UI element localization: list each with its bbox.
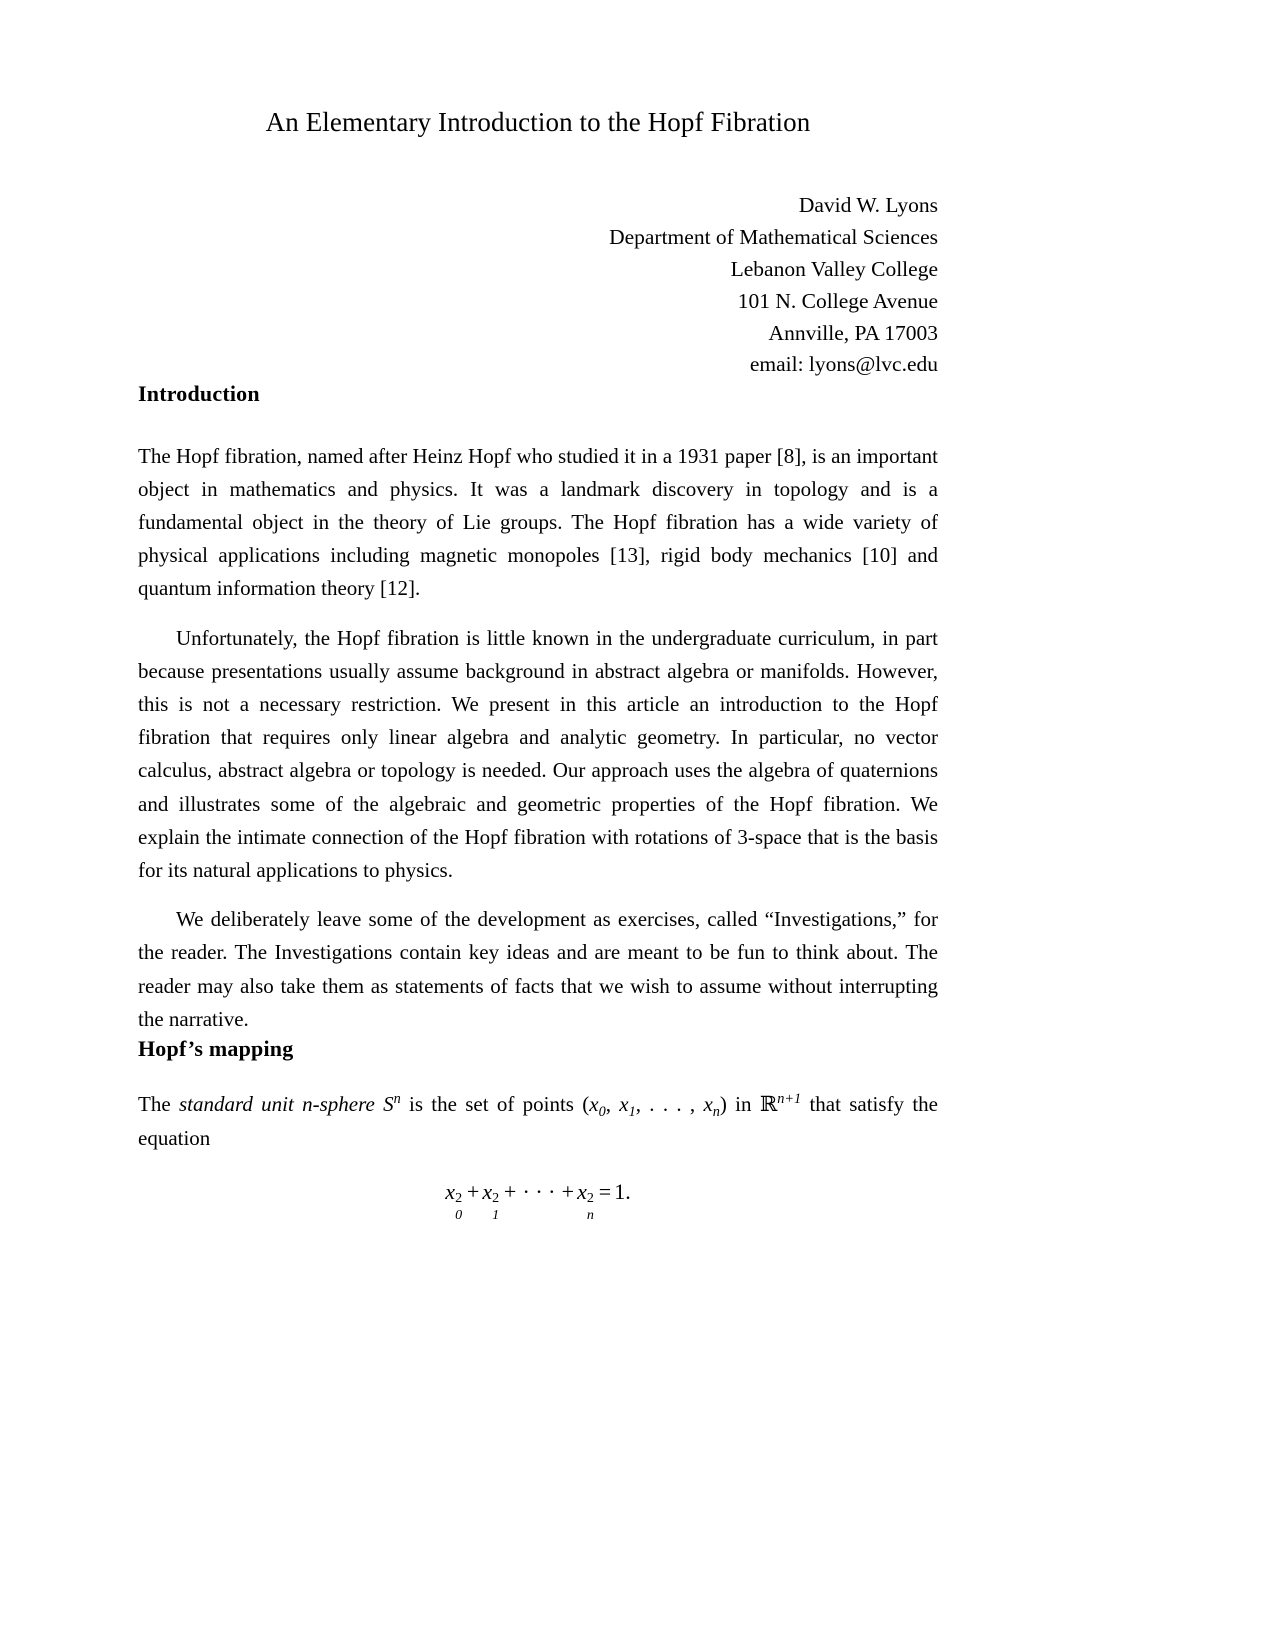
eq-plus-3: + [561, 1178, 575, 1204]
point-ellipsis: , . . . , [635, 1092, 704, 1117]
author-department: Department of Mathematical Sciences [609, 225, 938, 250]
point-sub-1: 1 [628, 1104, 636, 1121]
eq-sub-1: 1 [492, 1206, 500, 1223]
introduction-paragraph-3: We deliberately leave some of the development as exercises, called “Investigations,” for the reader. The Investigations contain key ideas and are meant to be fun to think about. The reader may also take them as statements of facts that we wish to assume without interrupting the narrative. [138, 907, 938, 1031]
eq-exp-n: 2 [586, 1189, 594, 1206]
math-point-tuple [589, 1092, 720, 1121]
eq-exp-1: 2 [492, 1189, 500, 1206]
author-affiliation-block [138, 190, 938, 381]
eq-x-0: x [445, 1178, 456, 1204]
sphere-letter: S [383, 1092, 394, 1117]
author-city-state: Annville, PA 17003 [768, 320, 938, 345]
eq-plus-2: + [503, 1178, 517, 1204]
eq-sub-0: 0 [455, 1206, 463, 1223]
real-space-exponent: n+1 [777, 1091, 802, 1108]
eq-x-n: x [577, 1178, 587, 1204]
page-content [138, 0, 939, 1223]
section-heading-hopfs-mapping: Hopf’s mapping [138, 1036, 294, 1062]
sentence-tail: that satisfy the equation [138, 1092, 939, 1150]
hopfs-mapping-paragraph-1 [138, 1088, 938, 1154]
display-equation-unit-sphere [138, 1175, 938, 1223]
eq-cdots: · · · [522, 1178, 556, 1204]
introduction-paragraph-2: Unfortunately, the Hopf fibration is little known in the undergraduate curriculum, in part because presentations usually assume background in abstract algebra or manifolds. However, this is not a necessary restriction. We present in this article an introduction to the Hopf fibration that requires only linear algebra and analytic geometry. In particular, no vector calculus, abstract algebra or topology is needed. Our approach uses the algebra of quaternions and illustrates some of the algebraic and geometric properties of the Hopf fibration. We explain the intimate connection of the Hopf fibration with rotations of 3-space that is the basis for its natural applications to physics. [138, 625, 938, 882]
blackboard-r: ℝ [759, 1092, 778, 1117]
point-x-0: x [589, 1092, 599, 1117]
point-sub-n: n [712, 1104, 720, 1121]
eq-x-1: x [482, 1178, 493, 1204]
eq-sub-n: n [586, 1206, 594, 1223]
space-1 [375, 1092, 383, 1116]
italic-term-n-sphere: standard unit n-sphere [178, 1092, 375, 1117]
sphere-exponent: n [393, 1091, 401, 1108]
eq-plus-1: + [466, 1178, 480, 1204]
author-street: 101 N. College Avenue [737, 288, 938, 313]
section-heading-introduction: Introduction [138, 381, 260, 407]
eq-value: 1. [614, 1178, 631, 1204]
math-sphere-symbol [383, 1092, 401, 1116]
point-x-n: x [703, 1092, 713, 1117]
introduction-paragraph-1: The Hopf fibration, named after Heinz Hopf who studied it in a 1931 paper [8], is an important object in mathematics and physics. It was a landmark discovery in topology and is a fundamental object in the theory of Lie groups. The Hopf fibration has a wide variety of physical applications including magnetic monopoles [13], rigid body mechanics [10] and quantum information theory [12]. [138, 443, 938, 601]
point-x-1: x [619, 1092, 629, 1117]
page-title: An Elementary Introduction to the Hopf Fibration [265, 107, 811, 137]
eq-equals: = [598, 1178, 612, 1204]
sentence-close: ) in [719, 1092, 760, 1117]
author-institution: Lebanon Valley College [730, 256, 938, 281]
author-name: David W. Lyons [798, 193, 938, 218]
author-email: email: lyons@lvc.edu [749, 352, 938, 377]
eq-exp-0: 2 [455, 1189, 463, 1206]
sentence-mid: is the set of points ( [400, 1092, 590, 1117]
math-real-space [760, 1092, 801, 1116]
point-sub-0: 0 [598, 1104, 606, 1121]
sentence-lead: The [138, 1092, 179, 1117]
comma-1: , [605, 1092, 620, 1117]
